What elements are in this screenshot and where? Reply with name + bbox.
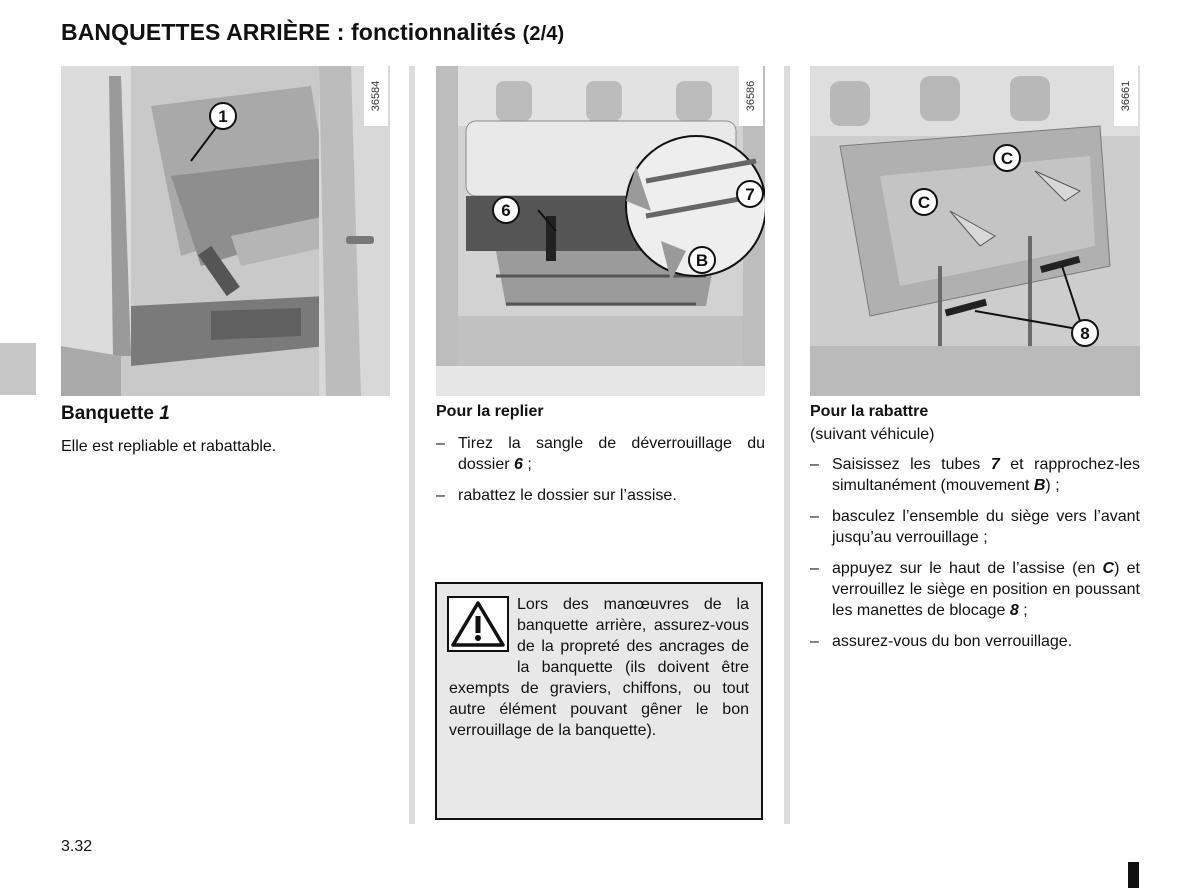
callout-8: 8 — [1080, 324, 1090, 343]
figure-ref-number: 36661 — [1114, 66, 1138, 126]
list-item: – Saisissez les tubes 7 et rapprochez-les simultanément (mouvement B) ; — [810, 454, 1140, 496]
fold-steps-list — [436, 433, 765, 516]
list-item: – assurez-vous du bon verrouillage. — [810, 631, 1140, 652]
warning-box — [435, 582, 763, 820]
column-divider — [409, 66, 415, 824]
callout-B: B — [695, 251, 709, 270]
figure-rear-bench-seat — [61, 66, 390, 396]
callout-C-lower: C — [917, 193, 931, 212]
callout-6: 6 — [501, 201, 511, 220]
section-heading-tip: Pour la rabattre — [810, 403, 929, 420]
figure-tip-seat — [810, 66, 1140, 396]
list-item: – Tirez la sangle de déverrouillage du dossier 6 ; — [436, 433, 765, 475]
column-divider — [784, 66, 790, 824]
list-item: – basculez l’ensemble du siège vers l’avant jusqu’au verrouillage ; — [810, 506, 1140, 548]
section-heading-banquette: Banquette 1 — [61, 403, 170, 424]
heading-ref-number: 1 — [159, 403, 170, 424]
illustration-folded-seat — [810, 66, 1140, 396]
warning-text: Lors des manœuvres de la banquette arrière, assurez-vous de la propreté des ancrages de la banquette (ils doivent être exempts de graviers, chiffons, ou tout autre élément pouvant gêner le bon verrouillage de la banquette). — [449, 596, 749, 739]
edge-marker — [1128, 862, 1139, 888]
chapter-tab — [0, 343, 36, 395]
list-item: – rabattez le dossier sur l’assise. — [436, 485, 765, 506]
figure-ref-number: 36584 — [364, 66, 388, 126]
section-subheading-vehicle: (suivant véhicule) — [810, 426, 935, 443]
figure-ref-number: 36586 — [739, 66, 763, 126]
page-title-suffix: (2/4) — [522, 23, 565, 45]
section-heading-fold: Pour la replier — [436, 403, 544, 420]
page-title-text: BANQUETTES ARRIÈRE : fonctionnalités — [61, 19, 517, 45]
banquette-description: Elle est repliable et rabattable. — [61, 438, 277, 455]
callout-7: 7 — [745, 185, 755, 204]
illustration-rear-view — [436, 66, 765, 396]
callout-1: 1 — [218, 107, 228, 126]
page-title — [61, 19, 564, 46]
list-item: – appuyez sur le haut de l’assise (en C) et verrouillez le siège en position en poussant les manettes de blocage 8 ; — [810, 558, 1140, 621]
page-number: 3.32 — [61, 838, 93, 855]
figure-fold-backrest — [436, 66, 765, 396]
illustration-side-door — [61, 66, 390, 396]
callout-C-upper: C — [1000, 149, 1014, 168]
tip-steps-list — [810, 454, 1140, 662]
